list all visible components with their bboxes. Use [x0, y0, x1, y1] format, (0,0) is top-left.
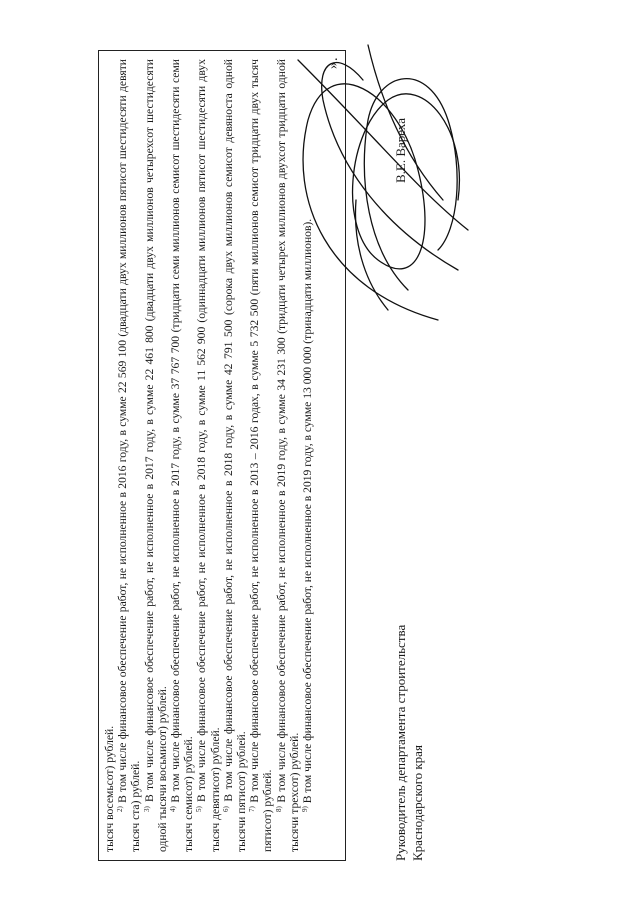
footnote-marker: 7)	[248, 806, 257, 812]
signer-position	[392, 625, 426, 861]
footnote-marker: 2)	[116, 806, 125, 812]
footnote-text: В том числе финансовое обеспечение работ, не исполненное в 2018 году, в сумме 42 791 500 (сорока двух миллионов семисот девяноста одной тысячи пятисот) рублей.	[221, 59, 249, 852]
footnote-marker: 5)	[195, 806, 204, 812]
signer-position-line-2: Краснодарского края	[410, 745, 425, 861]
footnote-marker: 8)	[274, 806, 283, 812]
footnote-marker: 4)	[169, 806, 178, 812]
footnote-4	[169, 59, 195, 852]
footnote-6	[222, 59, 248, 852]
footnote-text: В том числе финансовое обеспечение работ, не исполненное в 2019 году, в сумме 13 000 000 (тринадцати миллионов).	[301, 218, 315, 804]
footnote-marker: 6)	[221, 806, 230, 812]
footnote-2	[116, 59, 142, 852]
footnote-text: В том числе финансовое обеспечение работ, не исполненное в 2017 году, в сумме 37 767 700 (тридцати семи миллионов семисот шестидесяти семи тысяч семисот) рублей.	[169, 59, 196, 852]
footnote-5	[195, 59, 221, 852]
footnote-text: В том числе финансовое обеспечение работ, не исполненное в 2013 – 2016 годах, в сумме 5 732 500 (пяти миллионов семисот тридцати двух тысяч пятисот) рублей.	[248, 59, 275, 852]
footnote-marker: 3)	[142, 806, 151, 812]
handwritten-signature	[268, 30, 498, 350]
footnote-3	[143, 59, 169, 852]
footnote-continuation: тысяч восемьсот) рублей.	[103, 725, 116, 852]
footnote-marker: 9)	[301, 806, 310, 812]
signer-name: В.Е. Вареха	[393, 118, 408, 183]
footnote-text: В том числе финансовое обеспечение работ, не исполненное в 2018 году, в сумме 11 562 900 (одиннадцати миллионов пятисот шестидесяти двух тысяч девятисот) рублей.	[195, 59, 222, 852]
footnote-text: В том числе финансовое обеспечение работ, не исполненное в 2019 году, в сумме 34 231 300 (тридцати четырех миллионов двухсот тридцати одной тысячи трехсот) рублей.	[274, 59, 301, 852]
closing-quote-marker: ».	[326, 56, 341, 69]
signer-position-line-1: Руководитель департамента строительства	[393, 624, 408, 861]
footnote-text: В том числе финансовое обеспечение работ, не исполненное в 2017 году, в сумме 22 461 800 (двадцати двух миллионов четырехсот шестидесяти одной тысячи восьмисот) рублей.	[142, 59, 169, 852]
footnote-text: В том числе финансовое обеспечение работ, не исполненное в 2016 году, в сумме 22 569 100 (двадцати двух миллионов пятисот шестидесяти девяти тысяч ста) рублей.	[116, 59, 143, 852]
